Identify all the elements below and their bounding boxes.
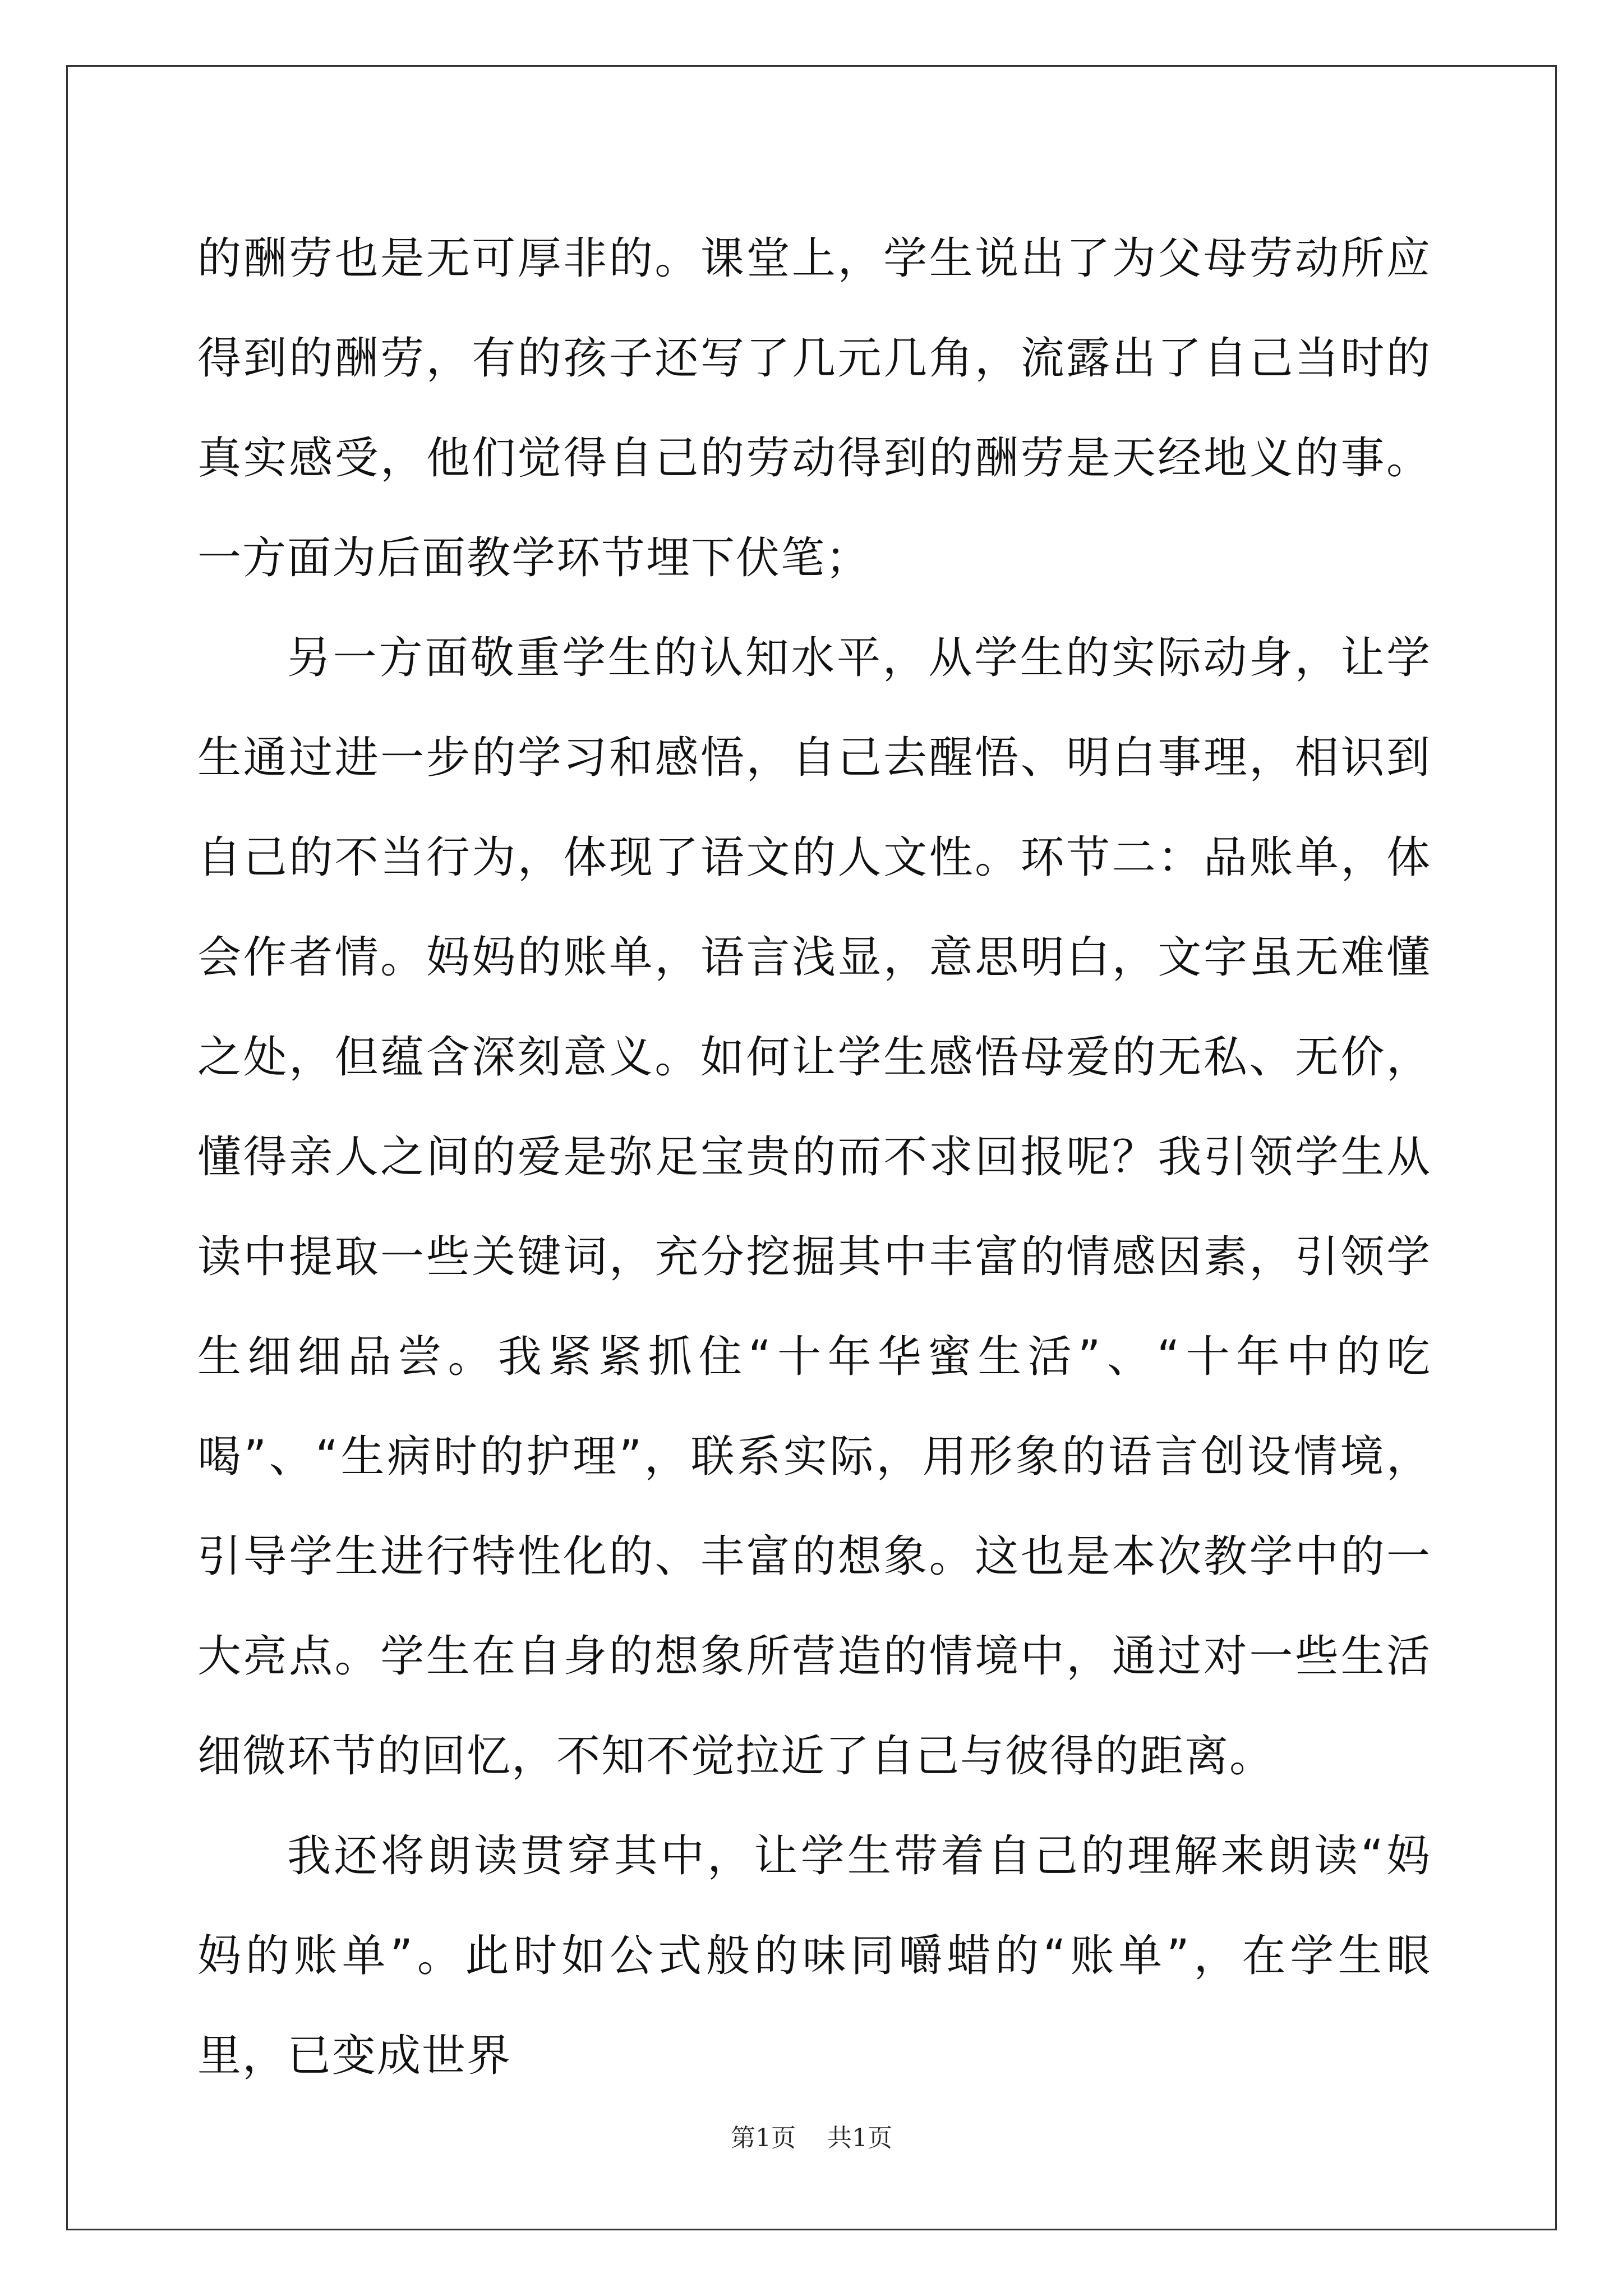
paragraph-1: 的酬劳也是无可厚非的。课堂上，学生说出了为父母劳动所应得到的酬劳，有的孩子还写了几元几角，流露出了自己当时的真实感受，他们觉得自己的劳动得到的酬劳是天经地义的事。一方面为后面教学环节埋下伏笔；: [197, 233, 1431, 583]
document-body: [197, 209, 1431, 2106]
paragraph-2: 另一方面敬重学生的认知水平，从学生的实际动身，让学生通过进一步的学习和感悟，自己去醒悟、明白事理，相识到自己的不当行为，体现了语文的人文性。环节二：品账单，体会作者情。妈妈的账单，语言浅显，意思明白，文字虽无难懂之处，但蕴含深刻意义。如何让学生感悟母爱的无私、无价，懂得亲人之间的爱是弥足宝贵的而不求回报呢？我引领学生从读中提取一些关键词，充分挖掘其中丰富的情感因素，引领学生细细品尝。我紧紧抓住“十年华蜜生活”、“十年中的吃喝”、“生病时的护理”，联系实际，用形象的语言创设情境，引导学生进行特性化的、丰富的想象。这也是本次教学中的一大亮点。学生在自身的想象所营造的情境中，通过对一些生活细微环节的回忆，不知不觉拉近了自己与彼得的距离。: [197, 633, 1431, 1782]
paragraph-3: 我还将朗读贯穿其中，让学生带着自己的理解来朗读“妈妈的账单”。此时如公式般的味同嚼蜡的“账单”，在学生眼里，已变成世界: [197, 1831, 1431, 2081]
page-footer: [0, 2118, 1623, 2154]
page-number-total: 共1页: [827, 2124, 892, 2152]
page-number-current: 第1页: [731, 2124, 796, 2152]
